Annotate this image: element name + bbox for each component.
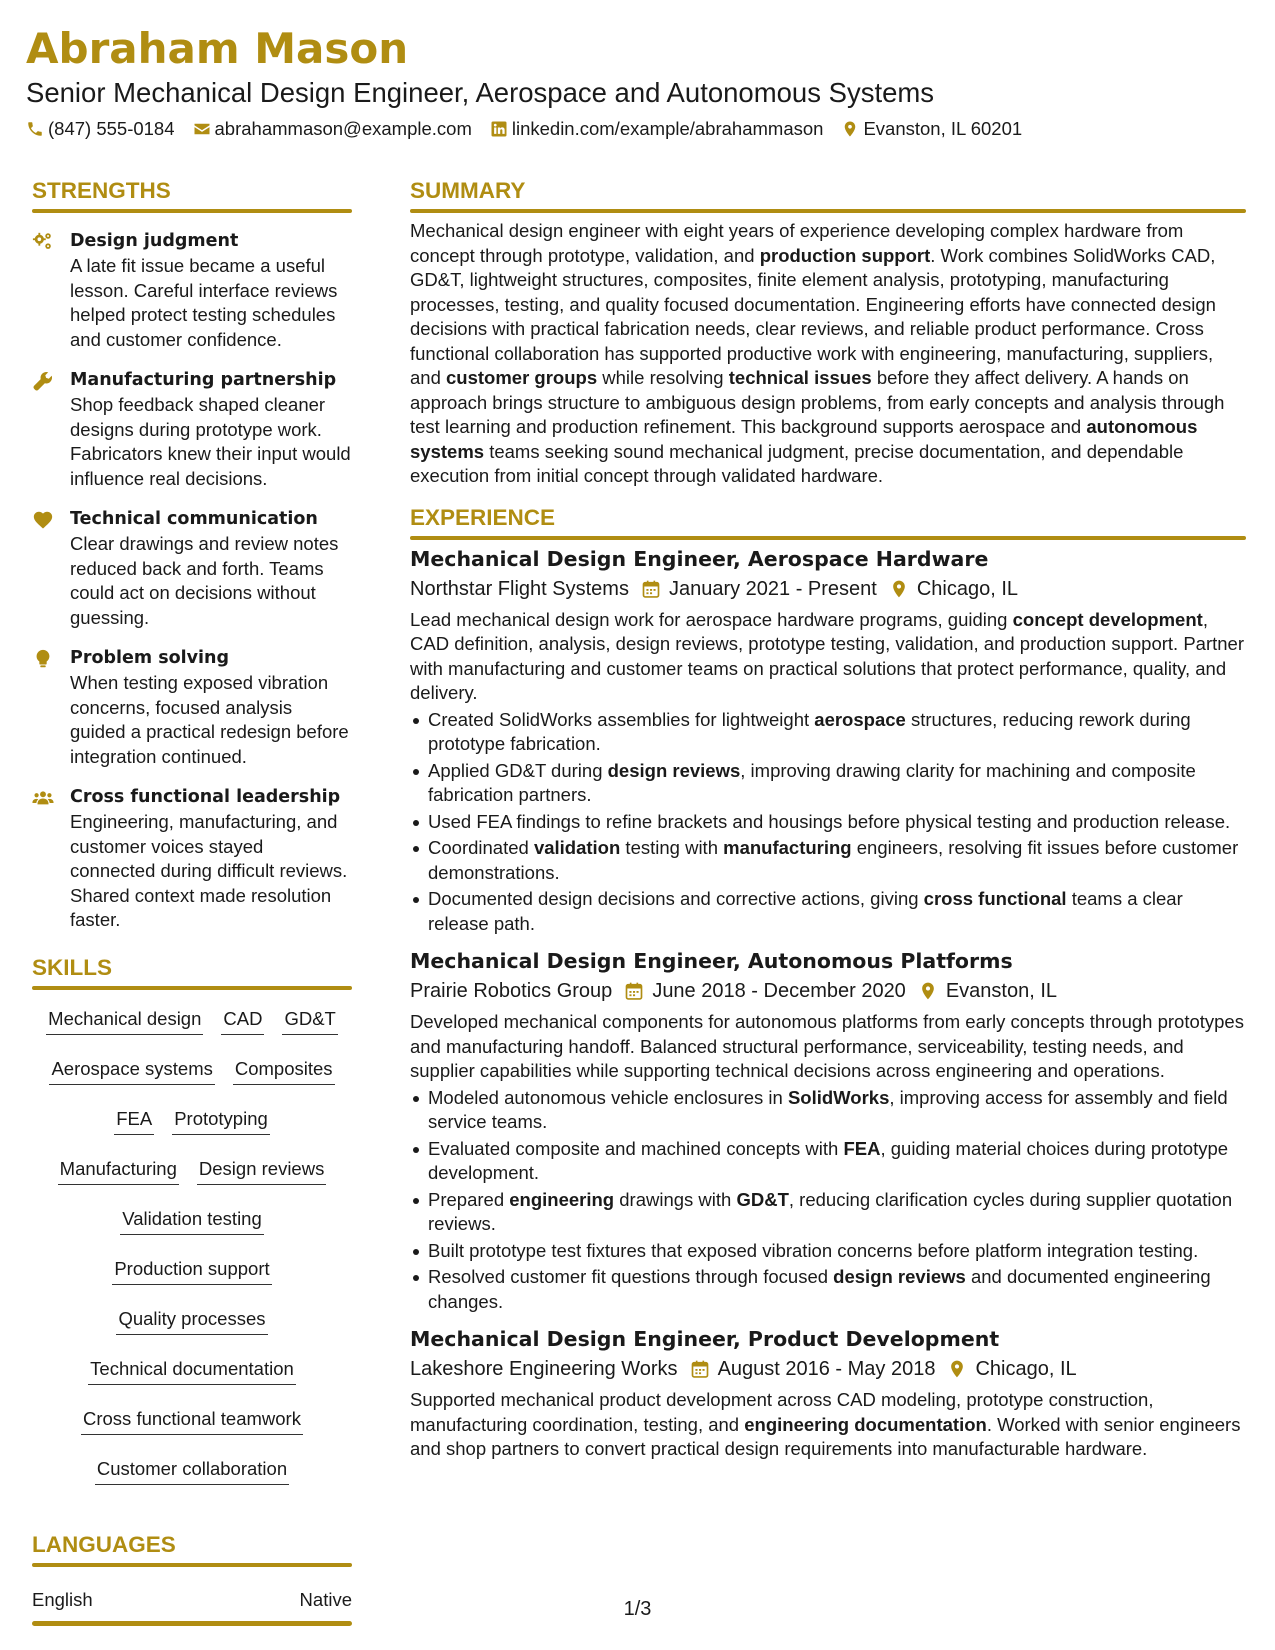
wrench-icon (32, 370, 54, 392)
job-bullet: Evaluated composite and machined concepts with FEA, guiding material choices during prototype development. (410, 1137, 1246, 1186)
skill-tag: Aerospace systems (49, 1056, 214, 1085)
envelope-icon (193, 120, 211, 138)
skill-tag: CAD (221, 1006, 264, 1035)
skills-section (32, 951, 352, 1498)
job-dates: January 2021 - Present (668, 577, 877, 600)
strength-item (32, 507, 352, 630)
job-entry (410, 544, 1246, 937)
section-divider (32, 1563, 352, 1567)
job-location: Evanston, IL (945, 980, 1057, 1002)
contact-bar (26, 116, 1246, 142)
location-text: Evanston, IL 60201 (863, 118, 1023, 139)
page-number: 1/3 (623, 1598, 652, 1620)
job-title: Mechanical Design Engineer, Product Development (410, 1327, 1000, 1351)
job-bullet: Modeled autonomous vehicle enclosures in SolidWorks, improving access for assembly and field service teams. (410, 1086, 1246, 1135)
skill-tag: Quality processes (116, 1306, 267, 1335)
job-title: Mechanical Design Engineer, Aerospace Hardware (410, 546, 989, 571)
company-name: Lakeshore Engineering Works (410, 1358, 678, 1380)
map-pin-icon (889, 579, 909, 599)
map-pin-icon (947, 1359, 967, 1379)
job-bullets (410, 1086, 1246, 1315)
calendar-icon (690, 1359, 710, 1379)
left-column (32, 174, 352, 1626)
skill-tag: GD&T (282, 1006, 337, 1035)
skill-tag: Customer collaboration (95, 1456, 289, 1485)
candidate-headline: Senior Mechanical Design Engineer, Aerospace and Autonomous Systems (26, 77, 935, 108)
job-bullet: Documented design decisions and corrective actions, giving cross functional teams a clear release path. (410, 887, 1246, 936)
strength-title: Cross functional leadership (70, 787, 341, 807)
skill-tag: Manufacturing (58, 1156, 179, 1185)
skill-tag: Prototyping (172, 1106, 270, 1135)
job-bullet: Built prototype test fixtures that exposed vibration concerns before platform integration testing. (410, 1239, 1246, 1264)
strength-title: Manufacturing partnership (70, 370, 337, 390)
job-entry (410, 1324, 1246, 1462)
section-divider (410, 536, 1246, 540)
strength-item (32, 368, 352, 491)
strength-item (32, 229, 352, 352)
job-bullet: Created SolidWorks assemblies for lightweight aerospace structures, reducing rework during prototype fabrication. (410, 708, 1246, 757)
skill-tag: FEA (114, 1106, 154, 1135)
skill-tag: Composites (233, 1056, 335, 1085)
strength-title: Technical communication (70, 509, 318, 529)
job-location: Chicago, IL (975, 1358, 1077, 1380)
skill-tag: Production support (112, 1256, 271, 1285)
company-name: Northstar Flight Systems (410, 577, 629, 600)
summary-section (410, 174, 1246, 489)
strengths-section (32, 174, 352, 933)
candidate-name: Abraham Mason (26, 24, 409, 73)
strength-text: Shop feedback shaped cleaner designs during prototype work. Fabricators knew their input would influence real decisions. (70, 394, 351, 489)
contact-phone[interactable] (26, 116, 175, 142)
job-location: Chicago, IL (916, 577, 1019, 600)
skill-tag: Validation testing (120, 1206, 264, 1235)
email-text: abrahammason@example.com (214, 118, 472, 139)
skill-tag: Technical documentation (88, 1356, 296, 1385)
job-bullet: Prepared engineering drawings with GD&T, reducing clarification cycles during supplier quotation reviews. (410, 1188, 1246, 1237)
strength-text: Clear drawings and review notes reduced back and forth. Teams could act on decisions without guessing. (70, 533, 339, 628)
strength-title: Problem solving (70, 648, 230, 668)
summary-heading: SUMMARY (410, 178, 526, 203)
linkedin-icon (490, 120, 508, 138)
contact-linkedin[interactable] (490, 116, 824, 142)
strength-text: A late fit issue became a useful lesson. Careful interface reviews helped protect testing schedules and customer confidence. (70, 255, 338, 350)
job-description: Developed mechanical components for autonomous platforms from early concepts through prototypes and manufacturing handoff. Balanced structural performance, serviceability, testing needs, and supplier capabilities while supporting technical decisions across engineering and operations. (410, 1011, 1244, 1081)
job-bullets (410, 708, 1246, 937)
company-name: Prairie Robotics Group (410, 980, 613, 1002)
strength-item (32, 646, 352, 769)
language-name: English (32, 1588, 93, 1610)
job-meta (410, 1354, 1246, 1384)
job-meta (410, 574, 1246, 604)
resume-header (26, 22, 1246, 142)
job-bullet: Applied GD&T during design reviews, improving drawing clarity for machining and composite fabrication partners. (410, 759, 1246, 808)
strength-title: Design judgment (70, 231, 239, 251)
map-pin-icon (918, 981, 938, 1001)
skill-tag: Cross functional teamwork (81, 1406, 303, 1435)
strength-text: Engineering, manufacturing, and customer voices stayed connected during difficult reviews. Shared context made resolution faster. (70, 811, 348, 930)
contact-email[interactable] (193, 116, 472, 142)
skills-list (32, 998, 352, 1498)
calendar-icon (641, 579, 661, 599)
job-bullet: Resolved customer fit questions through focused design reviews and documented engineering changes. (410, 1265, 1246, 1314)
calendar-icon (624, 981, 644, 1001)
experience-section (410, 501, 1246, 1462)
job-title: Mechanical Design Engineer, Autonomous Platforms (410, 949, 1013, 973)
job-dates: June 2018 - December 2020 (652, 980, 906, 1002)
linkedin-text: linkedin.com/example/abrahammason (511, 118, 824, 139)
map-pin-icon (841, 120, 859, 138)
strength-item (32, 785, 352, 933)
skill-tag: Mechanical design (46, 1006, 203, 1035)
phone-icon (26, 120, 44, 138)
skill-tag: Design reviews (197, 1156, 326, 1185)
experience-heading: EXPERIENCE (410, 504, 556, 530)
right-column (410, 174, 1246, 1462)
gears-icon (32, 231, 54, 253)
job-description: Supported mechanical product development across CAD modeling, prototype construction, manufacturing coordination, testing, and engineering documentation. Worked with senior engineers and shop partners to convert practical design requirements into manufacturable hardware. (410, 1389, 1241, 1459)
job-meta (410, 976, 1246, 1006)
languages-heading: LANGUAGES (32, 1531, 176, 1557)
skills-heading: SKILLS (32, 954, 113, 980)
strengths-heading: STRENGTHS (32, 178, 171, 203)
summary-text: Mechanical design engineer with eight years of experience developing complex hardware from concept through prototype, validation, and production support. Work combines SolidWorks CAD, GD&T, lightweight structures, composites, finite element analysis, prototyping, manufacturing processes, testing, and quality focused documentation. Engineering efforts have connected design decisions with practical fabrication needs, clear reviews, and reliable product performance. Cross functional collaboration has supported productive work with engineering, manufacturing, suppliers, and customer groups while resolving technical issues before they affect delivery. A hands on approach brings structure to ambiguous design problems, from early concepts and analysis through test learning and production refinement. This background supports aerospace and autonomous systems teams seeking sound mechanical judgment, precise documentation, and dependable execution from initial concept through validated hardware. (410, 220, 1225, 486)
heart-icon (32, 509, 54, 531)
job-dates: August 2016 - May 2018 (717, 1358, 936, 1380)
lightbulb-icon (32, 648, 54, 670)
job-description: Lead mechanical design work for aerospace hardware programs, guiding concept development, CAD definition, analysis, design reviews, prototype testing, validation, and production support. Partner with manufacturing and customer teams on practical solutions that protect performance, quality, and delivery. (410, 608, 1244, 703)
language-level: Native (299, 1588, 352, 1610)
section-divider (410, 209, 1246, 213)
job-bullet: Coordinated validation testing with manufacturing engineers, resolving fit issues before customer demonstrations. (410, 836, 1246, 885)
contact-location (841, 116, 1022, 142)
job-entry (410, 946, 1246, 1314)
section-divider (32, 209, 352, 213)
phone-text: (847) 555-0184 (48, 118, 175, 139)
section-divider (32, 986, 352, 990)
users-icon (32, 787, 54, 809)
strength-text: When testing exposed vibration concerns, focused analysis guided a practical redesign before integration continued. (70, 672, 349, 767)
job-bullet: Used FEA findings to refine brackets and housings before physical testing and production release. (410, 810, 1246, 835)
